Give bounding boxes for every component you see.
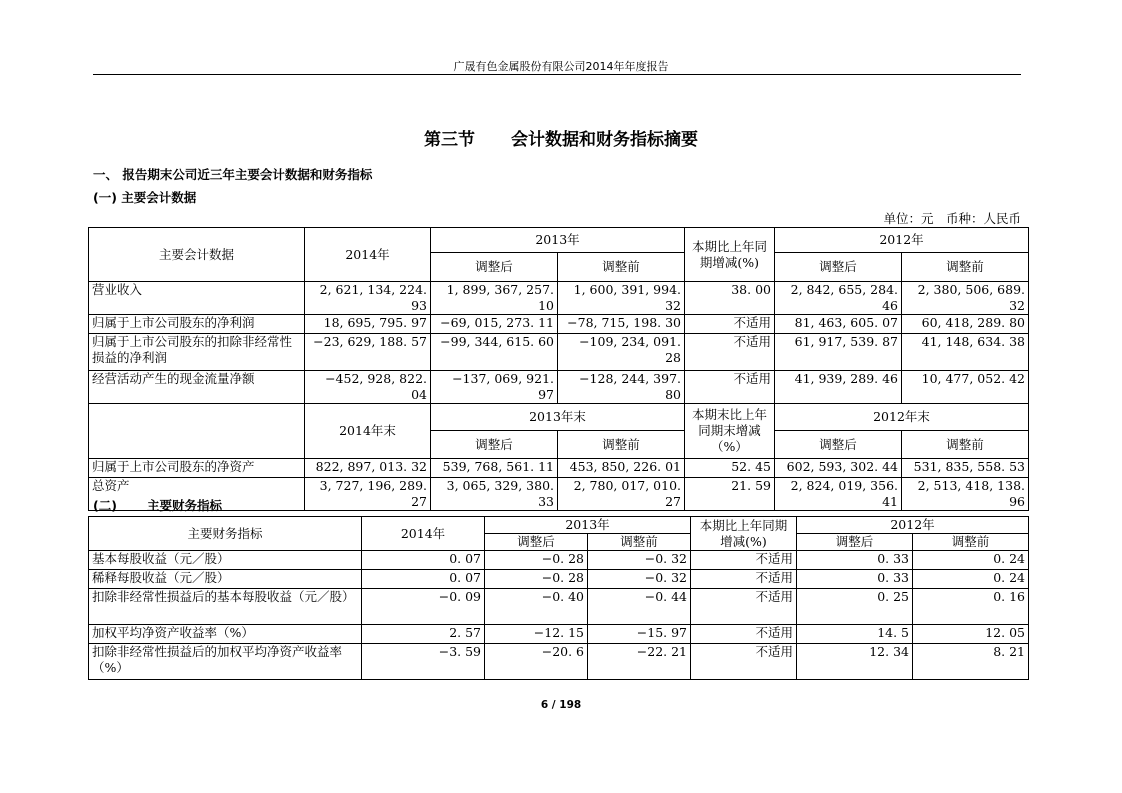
value-change: 不适用 xyxy=(685,315,775,334)
value-2012-adjusted: 2, 842, 655, 284. 46 xyxy=(775,282,902,315)
header-2012: 2012年 xyxy=(797,517,1029,534)
value-2013-adjusted: −0. 40 xyxy=(485,589,588,625)
value-2014: 0. 07 xyxy=(362,551,485,570)
table-row xyxy=(89,282,1029,315)
header-2012-adjusted: 调整后 xyxy=(797,534,913,551)
header-divider xyxy=(93,74,1021,75)
row-label: 归属于上市公司股东的净资产 xyxy=(89,459,305,478)
value-change: 不适用 xyxy=(691,570,797,589)
value-2014: 822, 897, 013. 32 xyxy=(305,459,431,478)
value-2012-before: 41, 148, 634. 38 xyxy=(902,334,1029,371)
value-change: 52. 45 xyxy=(685,459,775,478)
value-2014: −3. 59 xyxy=(362,644,485,680)
value-change: 不适用 xyxy=(691,625,797,644)
heading-accounting-data: (一) 主要会计数据 xyxy=(93,190,197,205)
table-row xyxy=(89,589,1029,625)
value-2013-before: −128, 244, 397. 80 xyxy=(558,371,685,404)
value-2013-before: −0. 44 xyxy=(588,589,691,625)
value-2013-before: −22. 21 xyxy=(588,644,691,680)
header-2013-before: 调整前 xyxy=(558,253,685,282)
accounting-data-table xyxy=(88,227,1029,511)
table-row xyxy=(89,570,1029,589)
value-2013-adjusted: −137, 069, 921. 97 xyxy=(431,371,558,404)
value-2012-before: 0. 24 xyxy=(913,551,1029,570)
header-2013-end-before: 调整前 xyxy=(558,431,685,459)
heading-text: 主要财务指标 xyxy=(146,498,222,513)
row-label: 经营活动产生的现金流量净额 xyxy=(89,371,305,404)
currency-unit-note: 单位：元 币种：人民币 xyxy=(883,211,1021,226)
header-2012: 2012年 xyxy=(775,228,1029,253)
header-2014: 2014年 xyxy=(305,228,431,282)
value-change: 不适用 xyxy=(685,371,775,404)
value-2013-adjusted: −0. 28 xyxy=(485,551,588,570)
value-2013-before: 453, 850, 226. 01 xyxy=(558,459,685,478)
value-2012-before: 10, 477, 052. 42 xyxy=(902,371,1029,404)
page-number: 6 / 198 xyxy=(540,699,582,711)
row-label: 基本每股收益（元／股） xyxy=(89,551,362,570)
value-2012-before: 60, 418, 289. 80 xyxy=(902,315,1029,334)
value-2013-adjusted: −69, 015, 273. 11 xyxy=(431,315,558,334)
value-2013-adjusted: −12. 15 xyxy=(485,625,588,644)
table-row xyxy=(89,625,1029,644)
heading-financial-indicators xyxy=(93,496,222,514)
table-row xyxy=(89,334,1029,371)
value-2012-adjusted: 602, 593, 302. 44 xyxy=(775,459,902,478)
value-2012-adjusted: 81, 463, 605. 07 xyxy=(775,315,902,334)
value-change: 不适用 xyxy=(691,589,797,625)
value-2014: −0. 09 xyxy=(362,589,485,625)
header-2013: 2013年 xyxy=(485,517,691,534)
header-change: 本期比上年同期增减(%) xyxy=(685,228,775,282)
value-change: 不适用 xyxy=(691,644,797,680)
value-2012-before: 8. 21 xyxy=(913,644,1029,680)
section-number: 第三节 xyxy=(424,130,475,150)
value-2012-adjusted: 12. 34 xyxy=(797,644,913,680)
header-change: 本期比上年同期增减(%) xyxy=(691,517,797,551)
table-row xyxy=(89,478,1029,511)
value-change: 21. 59 xyxy=(685,478,775,511)
value-2013-adjusted: 539, 768, 561. 11 xyxy=(431,459,558,478)
value-2012-adjusted: 0. 33 xyxy=(797,570,913,589)
page-title xyxy=(0,125,1122,150)
heading-overview: 一、 报告期末公司近三年主要会计数据和财务指标 xyxy=(93,167,373,182)
header-item: 主要会计数据 xyxy=(89,228,305,282)
row-label: 归属于上市公司股东的扣除非经常性损益的净利润 xyxy=(89,334,305,371)
value-2014: 3, 727, 196, 289. 27 xyxy=(305,478,431,511)
value-2012-before: 0. 16 xyxy=(913,589,1029,625)
row-label: 加权平均净资产收益率（%） xyxy=(89,625,362,644)
value-2014: 18, 695, 795. 97 xyxy=(305,315,431,334)
header-2012-adjusted: 调整后 xyxy=(775,253,902,282)
header-2012-before: 调整前 xyxy=(902,253,1029,282)
header-2013-end-adjusted: 调整后 xyxy=(431,431,558,459)
value-2013-adjusted: −0. 28 xyxy=(485,570,588,589)
header-2013-before: 调整前 xyxy=(588,534,691,551)
header-2012-end: 2012年末 xyxy=(775,404,1029,431)
value-2013-adjusted: −20. 6 xyxy=(485,644,588,680)
value-2014: 2. 57 xyxy=(362,625,485,644)
value-2012-before: 0. 24 xyxy=(913,570,1029,589)
section-name: 会计数据和财务指标摘要 xyxy=(511,130,698,150)
row-label: 扣除非经常性损益后的基本每股收益（元／股） xyxy=(89,589,362,625)
value-2012-adjusted: 41, 939, 289. 46 xyxy=(775,371,902,404)
value-2012-adjusted: 2, 824, 019, 356. 41 xyxy=(775,478,902,511)
table-row xyxy=(89,644,1029,680)
row-label: 归属于上市公司股东的净利润 xyxy=(89,315,305,334)
value-2012-adjusted: 0. 33 xyxy=(797,551,913,570)
value-2013-before: −0. 32 xyxy=(588,570,691,589)
header-2012-before: 调整前 xyxy=(913,534,1029,551)
value-change: 不适用 xyxy=(685,334,775,371)
value-2014: 0. 07 xyxy=(362,570,485,589)
value-2014: −452, 928, 822. 04 xyxy=(305,371,431,404)
value-2013-before: −0. 32 xyxy=(588,551,691,570)
row-label: 营业收入 xyxy=(89,282,305,315)
value-2012-adjusted: 61, 917, 539. 87 xyxy=(775,334,902,371)
header-change-end: 本期末比上年同期末增减（%） xyxy=(685,404,775,459)
value-change: 38. 00 xyxy=(685,282,775,315)
value-2014: −23, 629, 188. 57 xyxy=(305,334,431,371)
value-2013-before: 2, 780, 017, 010. 27 xyxy=(558,478,685,511)
value-2012-before: 2, 380, 506, 689. 32 xyxy=(902,282,1029,315)
row-label: 总资产 xyxy=(89,478,305,511)
table-row xyxy=(89,315,1029,334)
heading-number: (二) xyxy=(93,498,117,513)
table-row xyxy=(89,371,1029,404)
value-2013-before: −15. 97 xyxy=(588,625,691,644)
value-2013-adjusted: 3, 065, 329, 380. 33 xyxy=(431,478,558,511)
value-2013-adjusted: 1, 899, 367, 257. 10 xyxy=(431,282,558,315)
value-2013-before: 1, 600, 391, 994. 32 xyxy=(558,282,685,315)
value-2014: 2, 621, 134, 224. 93 xyxy=(305,282,431,315)
header-2014: 2014年 xyxy=(362,517,485,551)
row-label: 稀释每股收益（元／股） xyxy=(89,570,362,589)
header-item: 主要财务指标 xyxy=(89,517,362,551)
header-2013: 2013年 xyxy=(431,228,685,253)
header-2012-end-before: 调整前 xyxy=(902,431,1029,459)
header-empty xyxy=(89,404,305,459)
financial-indicators-table xyxy=(88,516,1029,680)
value-change: 不适用 xyxy=(691,551,797,570)
header-2013-adjusted: 调整后 xyxy=(431,253,558,282)
value-2012-before: 531, 835, 558. 53 xyxy=(902,459,1029,478)
table-row xyxy=(89,551,1029,570)
row-label: 扣除非经常性损益后的加权平均净资产收益率（%） xyxy=(89,644,362,680)
header-2013-end: 2013年末 xyxy=(431,404,685,431)
value-2012-adjusted: 0. 25 xyxy=(797,589,913,625)
header-2012-end-adjusted: 调整后 xyxy=(775,431,902,459)
header-2013-adjusted: 调整后 xyxy=(485,534,588,551)
value-2013-before: −78, 715, 198. 30 xyxy=(558,315,685,334)
header-2014-end: 2014年末 xyxy=(305,404,431,459)
value-2012-adjusted: 14. 5 xyxy=(797,625,913,644)
value-2012-before: 2, 513, 418, 138. 96 xyxy=(902,478,1029,511)
report-header: 广晟有色金属股份有限公司2014年年度报告 xyxy=(453,60,669,73)
value-2013-before: −109, 234, 091. 28 xyxy=(558,334,685,371)
value-2012-before: 12. 05 xyxy=(913,625,1029,644)
table-row xyxy=(89,459,1029,478)
value-2013-adjusted: −99, 344, 615. 60 xyxy=(431,334,558,371)
